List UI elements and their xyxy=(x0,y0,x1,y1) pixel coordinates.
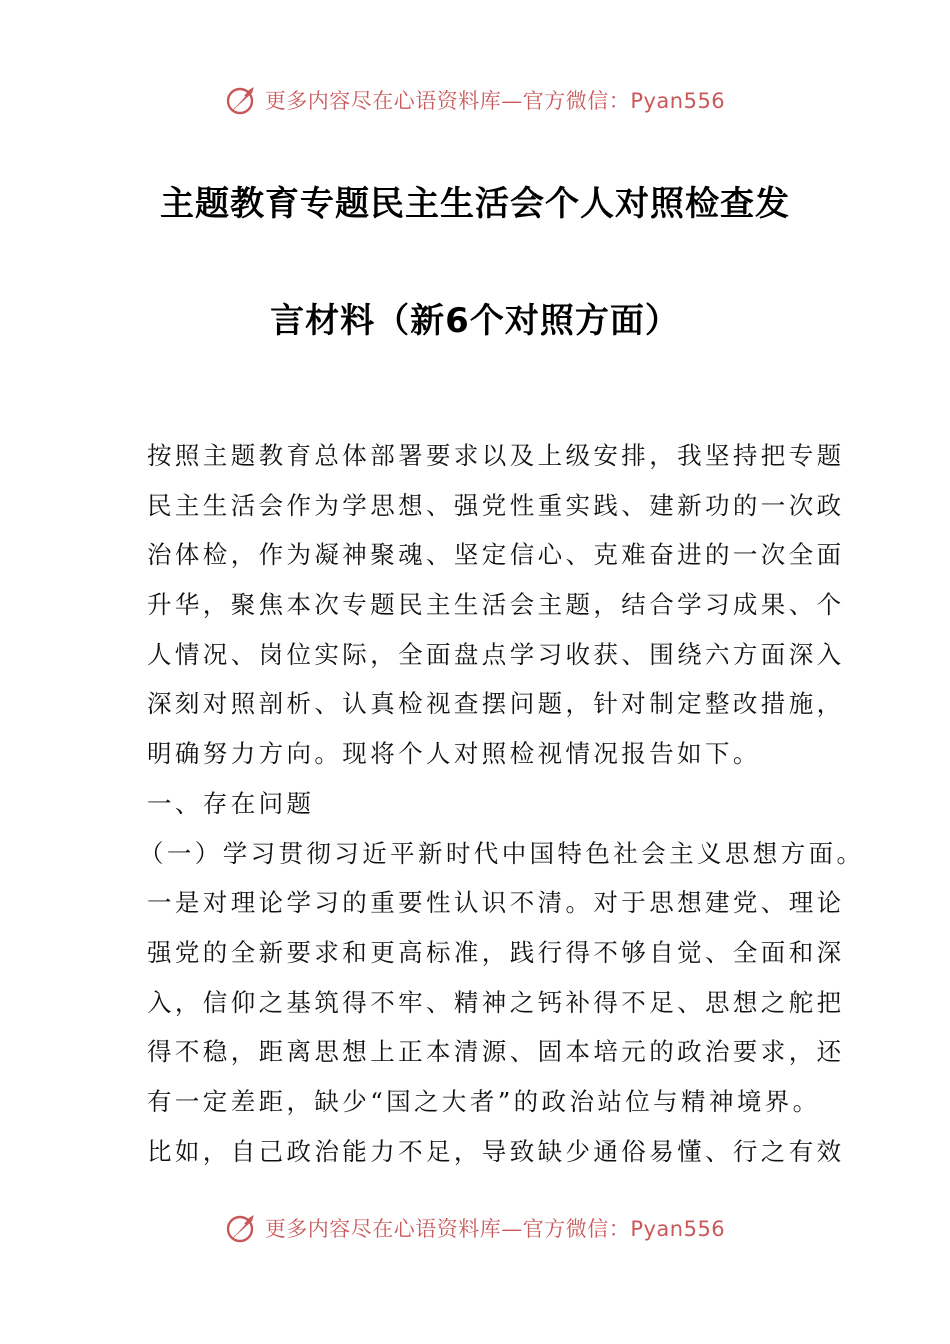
subsection-heading: （一）学习贯彻习近平新时代中国特色社会主义思想方面。 xyxy=(139,838,865,868)
body-line: 治体检，作为凝神聚魂、坚定信心、克难奋进的一次全面 xyxy=(147,540,845,570)
watermark-header xyxy=(0,80,950,120)
watermark-footer xyxy=(0,1208,950,1248)
watermark-text xyxy=(265,1213,725,1243)
body-line: 深刻对照剖析、认真检视查摆问题，针对制定整改措施， xyxy=(147,689,845,719)
body-line: 一是对理论学习的重要性认识不清。对于思想建党、理论 xyxy=(147,888,845,918)
body-line: 按照主题教育总体部署要求以及上级安排，我坚持把专题 xyxy=(147,441,845,470)
watermark-text xyxy=(265,85,725,115)
watermark-label: 更多内容尽在心语资料库—官方微信： xyxy=(264,89,631,113)
body-line: 强党的全新要求和更高标准，践行得不够自觉、全面和深 xyxy=(147,937,845,967)
watermark-wechat-id: Pyan556 xyxy=(630,1217,726,1241)
body-line: 有一定差距，缺少“国之大者”的政治站位与精神境界。 xyxy=(147,1086,821,1116)
document-title-line-2: 言材料（新6个对照方面） xyxy=(270,301,680,341)
body-line: 民主生活会作为学思想、强党性重实践、建新功的一次政 xyxy=(147,490,845,520)
watermark-label: 更多内容尽在心语资料库—官方微信： xyxy=(264,1217,631,1241)
body-line: 入，信仰之基筑得不牢、精神之钙补得不足、思想之舵把 xyxy=(147,987,845,1017)
body-line: 比如，自己政治能力不足，导致缺少通俗易懂、行之有效 xyxy=(147,1136,845,1166)
body-line: 升华，聚焦本次专题民主生活会主题，结合学习成果、个 xyxy=(147,590,845,620)
document-body xyxy=(139,431,865,1176)
body-line: 人情况、岗位实际，全面盘点学习收获、围绕六方面深入 xyxy=(147,639,845,669)
quill-logo-icon xyxy=(225,83,259,117)
watermark-wechat-id: Pyan556 xyxy=(630,89,726,113)
quill-logo-icon xyxy=(225,1211,259,1245)
section-heading: 一、存在问题 xyxy=(147,788,315,818)
body-line: 得不稳，距离思想上正本清源、固本培元的政治要求，还 xyxy=(147,1037,845,1067)
document-title-line-1: 主题教育专题民主生活会个人对照检查发 xyxy=(160,184,790,224)
body-line: 明确努力方向。现将个人对照检视情况报告如下。 xyxy=(147,739,761,769)
